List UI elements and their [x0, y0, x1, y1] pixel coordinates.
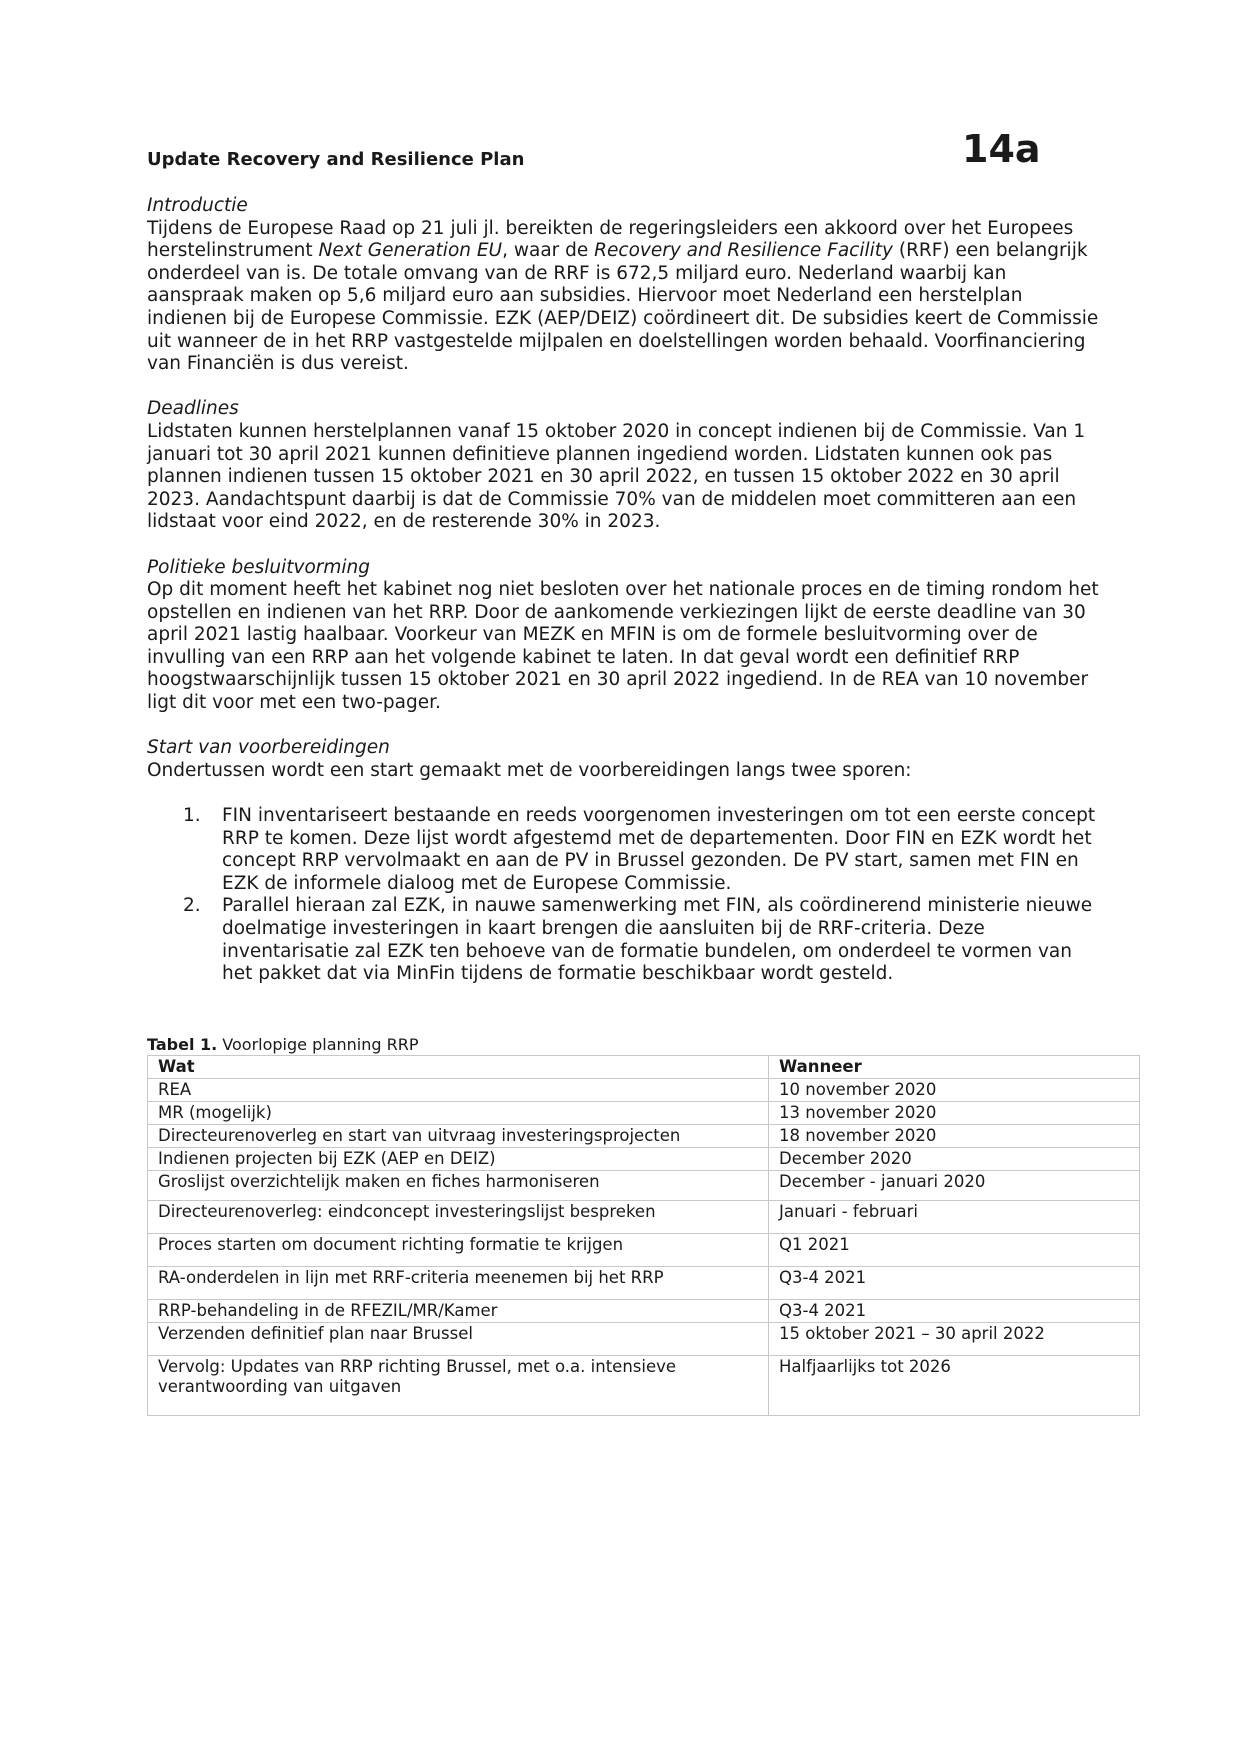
section-deadlines	[147, 398, 1107, 534]
cell-wat: MR (mogelijk)	[148, 1102, 769, 1125]
cell-wat: REA	[148, 1079, 769, 1102]
planning-table	[147, 1055, 1140, 1416]
cell-wat: Directeurenoverleg: eindconcept investeringslijst bespreken	[148, 1201, 769, 1234]
section-introductie	[147, 195, 1107, 376]
cell-wat: Groslijst overzichtelijk maken en fiches harmoniseren	[148, 1171, 769, 1201]
cell-wanneer: Q1 2021	[769, 1234, 1140, 1267]
section-paragraph: Lidstaten kunnen herstelplannen vanaf 15 oktober 2020 in concept indienen bij de Commissie. Van 1 januari tot 30 april 2021 kunnen definitieve plannen ingediend worden. Lidstaten kunnen ook pas plannen indienen tussen 15 oktober 2021 en 30 april 2022, en tussen 15 oktober 2022 en 30 april 2023. Aandachtspunt daarbij is dat de Commissie 70% van de middelen moet committeren aan een lidstaat voor eind 2022, en de resterende 30% in 2023.	[147, 420, 1086, 533]
table-header-row	[148, 1056, 1140, 1079]
emphasis-text: Next Generation EU	[318, 240, 503, 262]
table-row	[148, 1300, 1140, 1323]
cell-wanneer: Halfjaarlijks tot 2026	[769, 1356, 1140, 1416]
cell-wanneer: Q3-4 2021	[769, 1300, 1140, 1323]
table-row	[148, 1267, 1140, 1300]
section-paragraph	[147, 218, 1107, 376]
document-body	[147, 195, 1107, 1008]
table-row	[148, 1356, 1140, 1416]
cell-wanneer: 15 oktober 2021 – 30 april 2022	[769, 1323, 1140, 1356]
paragraph-text: (RRF) een belangrijk onderdeel van is. De totale omvang van de RRF is 672,5 miljard euro. Nederland waarbij kan aanspraak maken op 5,6 miljard euro aan subsidies. Hiervoor moet Nederland een herstelplan indienen bij de Europese Commissie. EZK (AEP/DEIZ) coördineert dit. De subsidies keert de Commissie uit wanneer de in het RRP vastgestelde mijlpalen en doelstellingen worden behaald. Voorfinanciering van Financiën is dus vereist.	[147, 240, 1099, 375]
section-paragraph: Op dit moment heeft het kabinet nog niet besloten over het nationale proces en de timing rondom het opstellen en indienen van het RRP. Door de aankomende verkiezingen lijkt de eerste deadline van 30 april 2021 lastig haalbaar. Voorkeur van MEZK en MFIN is om de formele besluitvorming over de invulling van een RRP aan het volgende kabinet te laten. In dat geval wordt een definitief RRP hoogstwaarschijnlijk tussen 15 oktober 2021 en 30 april 2022 ingediend. In de REA van 10 november ligt dit voor met een two-pager.	[147, 579, 1099, 714]
cell-wat: RRP-behandeling in de RFEZIL/MR/Kamer	[148, 1300, 769, 1323]
cell-wanneer: 13 november 2020	[769, 1102, 1140, 1125]
section-heading: Politieke besluitvorming	[147, 556, 371, 578]
table-row	[148, 1201, 1140, 1234]
paragraph-text: Tijdens de Europese Raad op 21 juli jl. bereikten de regeringsleiders een akkoord over het Europees herstelinstrument	[147, 217, 1074, 262]
table-row	[148, 1102, 1140, 1125]
table-caption-label: Tabel 1.	[147, 1035, 218, 1054]
section-heading: Start van voorbereidingen	[147, 737, 390, 759]
cell-wat: Proces starten om document richting formatie te krijgen	[148, 1234, 769, 1267]
list-item-text: FIN inventariseert bestaande en reeds voorgenomen investeringen om tot een eerste concept RRP te komen. Deze lijst wordt afgestemd met de departementen. Door FIN en EZK wordt het concept RRP vervolmaakt en aan de PV in Brussel gezonden. De PV start, samen met FIN en EZK de informele dialoog met de Europese Commissie.	[222, 805, 1096, 894]
cell-wanneer: 10 november 2020	[769, 1079, 1140, 1102]
section-paragraph: Ondertussen wordt een start gemaakt met de voorbereidingen langs twee sporen:	[147, 759, 912, 781]
cell-wanneer: 18 november 2020	[769, 1125, 1140, 1148]
cell-wanneer: December - januari 2020	[769, 1171, 1140, 1201]
cell-wanneer: Q3-4 2021	[769, 1267, 1140, 1300]
cell-wat: Verzenden definitief plan naar Brussel	[148, 1323, 769, 1356]
table-row	[148, 1171, 1140, 1201]
paragraph-text: , waar de	[502, 240, 595, 262]
table-row	[148, 1148, 1140, 1171]
table-caption	[147, 1035, 418, 1055]
column-header-wanneer: Wanneer	[769, 1056, 1140, 1079]
cell-wanneer: Januari - februari	[769, 1201, 1140, 1234]
list-item	[147, 805, 1107, 895]
table-row	[148, 1079, 1140, 1102]
list-number: 2.	[183, 895, 201, 917]
section-start-voorbereidingen	[147, 737, 1107, 986]
cell-wanneer: December 2020	[769, 1148, 1140, 1171]
agenda-item-number: 14a	[962, 127, 1041, 171]
table-row	[148, 1125, 1140, 1148]
list-item-text: Parallel hieraan zal EZK, in nauwe samenwerking met FIN, als coördinerend ministerie nieuwe doelmatige investeringen in kaart brengen die aansluiten bij de RRF-criteria. Deze inventarisatie zal EZK ten behoeve van de formatie bundelen, om onderdeel te vormen van het pakket dat via MinFin tijdens de formatie beschikbaar wordt gesteld.	[222, 895, 1093, 985]
cell-wat: Directeurenoverleg en start van uitvraag investeringsprojecten	[148, 1125, 769, 1148]
numbered-list	[147, 805, 1107, 986]
table-row	[148, 1234, 1140, 1267]
section-politieke-besluitvorming	[147, 557, 1107, 715]
cell-wat: Indienen projecten bij EZK (AEP en DEIZ)	[148, 1148, 769, 1171]
table-caption-text: Voorlopige planning RRP	[217, 1035, 419, 1054]
section-heading: Deadlines	[147, 398, 239, 420]
column-header-wat: Wat	[148, 1056, 769, 1079]
table-body	[148, 1079, 1140, 1416]
list-item	[147, 895, 1107, 985]
cell-wat: RA-onderdelen in lijn met RRF-criteria meenemen bij het RRP	[148, 1267, 769, 1300]
emphasis-text: Recovery and Resilience Facility	[594, 240, 893, 262]
cell-wat: Vervolg: Updates van RRP richting Brussel, met o.a. intensieve verantwoording van uitgaven	[148, 1356, 769, 1416]
table-row	[148, 1323, 1140, 1356]
list-number: 1.	[183, 805, 201, 827]
section-heading: Introductie	[147, 195, 248, 216]
document-title: Update Recovery and Resilience Plan	[147, 149, 525, 170]
